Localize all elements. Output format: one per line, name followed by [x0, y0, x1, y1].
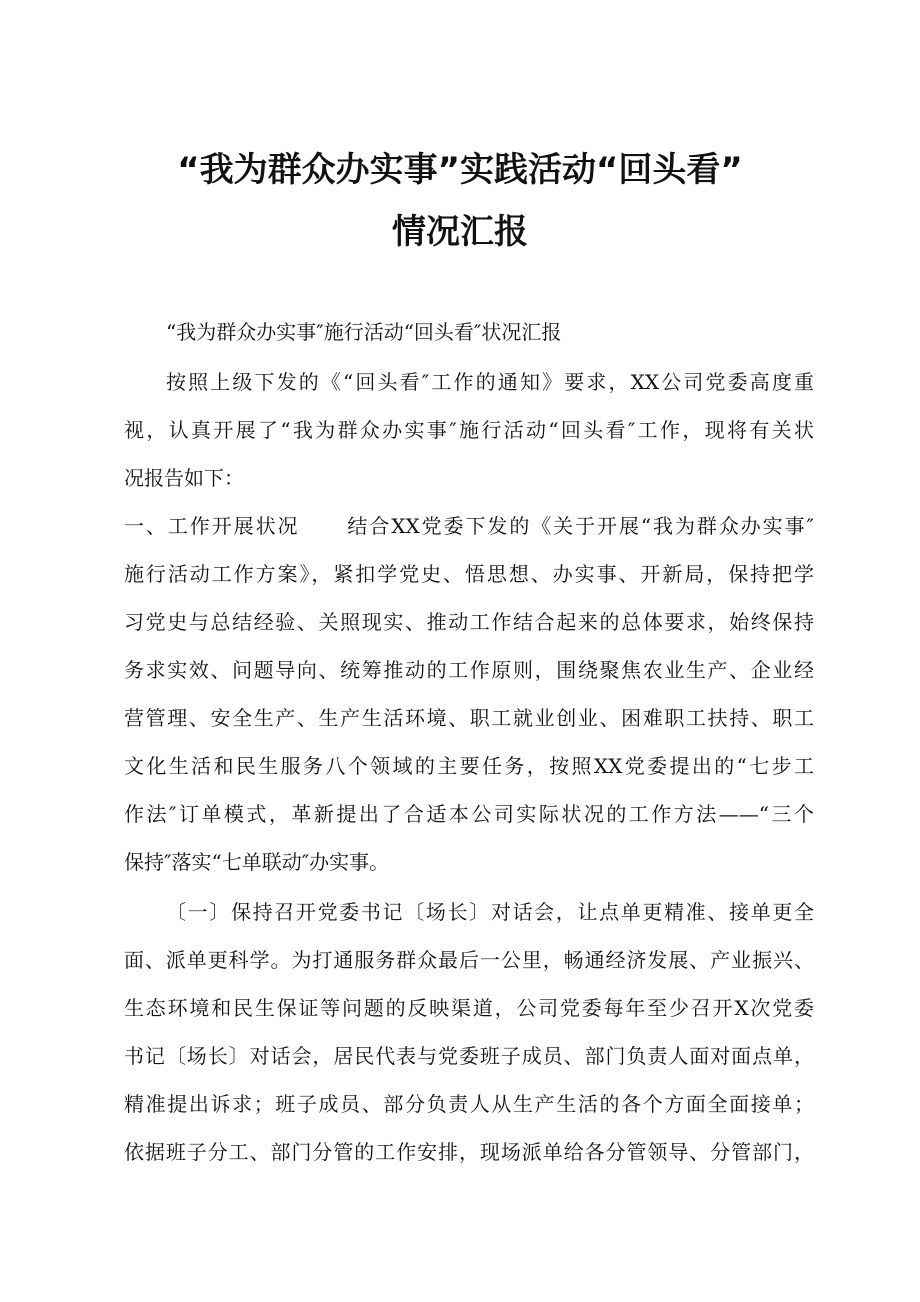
section-1-line: 文化生活和民生服务八个领域的主要任务，按照XX党委提出的“七步工: [124, 754, 814, 778]
intro-line: 视，认真开展了“我为群众办实事″施行活动“回头看″工作，现将有关状: [124, 418, 814, 442]
section-1-line: 作法″订单模式，革新提出了合适本公司实际状况的工作方法——“三个: [124, 802, 814, 826]
section-1-heading: 一、工作开展状况: [124, 514, 300, 538]
section-1-first-line: [124, 512, 814, 540]
section-1-line: 务求实效、问题导向、统筹推动的工作原则，围绕聚焦农业生产、企业经: [124, 658, 814, 682]
intro-line: 按照上级下发的《“回头看″工作的通知》要求，XX公司党委高度重: [166, 370, 814, 394]
section-1-line: 施行活动工作方案》，紧扣学党史、悟思想、办实事、开新局，保持把学: [124, 562, 814, 586]
intro-line: 况报告如下：: [124, 466, 244, 490]
subsection-1-line: 书记〔场长〕对话会，居民代表与党委班子成员、部门负责人面对面点单，: [124, 1044, 814, 1068]
section-1-line: 保持″落实“七单联动″办实事。: [124, 850, 390, 874]
subsection-1-line: 〔一〕保持召开党委书记〔场长〕对话会，让点单更精准、接单更全: [166, 900, 814, 924]
section-1-text-start: 结合XX党委下发的《关于开展“我为群众办实事″: [345, 514, 815, 538]
document-title-line-2: 情况汇报: [392, 212, 528, 252]
document-title-line-1: “我为群众办实事”实践活动“回头看”: [177, 150, 743, 190]
subsection-1-line: 精准提出诉求；班子成员、部分负责人从生产生活的各个方面全面接单；: [124, 1092, 814, 1116]
section-1-line: 营管理、安全生产、生产生活环境、职工就业创业、困难职工扶持、职工: [124, 706, 814, 730]
section-1-line: 习党史与总结经验、关照现实、推动工作结合起来的总体要求，始终保持: [124, 610, 814, 634]
report-subtitle: “我为群众办实事″施行活动“回头看″状况汇报: [166, 320, 562, 344]
subsection-1-line: 生态环境和民生保证等问题的反映渠道，公司党委每年至少召开X次党委: [124, 996, 814, 1020]
subsection-1-line: 依据班子分工、部门分管的工作安排，现场派单给各分管领导、分管部门，: [124, 1140, 814, 1164]
subsection-1-line: 面、派单更科学。为打通服务群众最后一公里，畅通经济发展、产业振兴、: [124, 948, 814, 972]
